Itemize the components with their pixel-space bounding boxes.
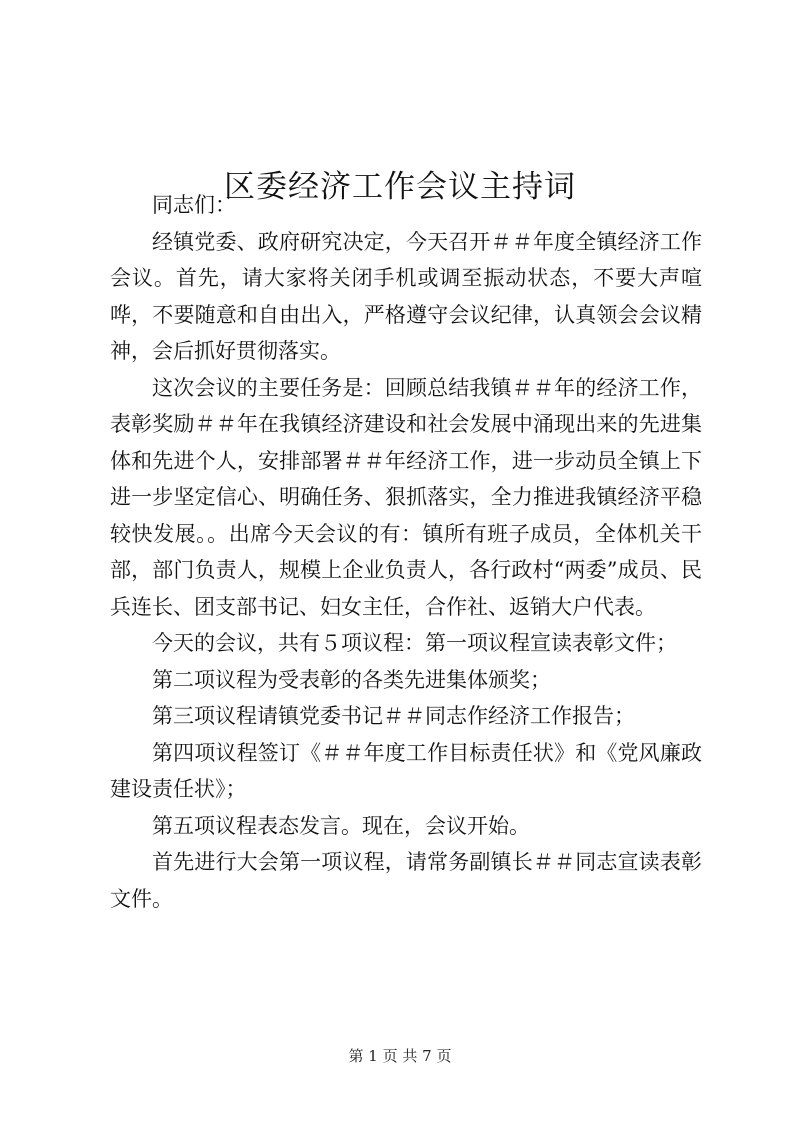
paragraph-salutation: 同志们： <box>152 193 236 217</box>
page-number-footer: 第 1 页 共 7 页 <box>348 1047 452 1065</box>
paragraph-agenda-1: 今天的会议，共有５项议程：第一项议程宣读表彰文件； <box>152 631 677 655</box>
paragraph-agenda-5: 第五项议程表态发言。现在，会议开始。 <box>152 813 530 838</box>
paragraph-opening: 经镇党委、政府研究决定，今天召开＃＃年度全镇经济工作会议。首先，请大家将关闭手机或调至振动状态，不要大声喧哗，不要随意和自由出入，严格遵守会议纪律，认真领会会议精神，会后抓好贯彻落实。 <box>110 229 702 363</box>
paragraph-agenda-2: 第二项议程为受表彰的各类先进集体颁奖； <box>152 667 551 692</box>
paragraph-main-task: 这次会议的主要任务是：回顾总结我镇＃＃年的经济工作，表彰奖励＃＃年在我镇经济建设和社会发展中涌现出来的先进集体和先进个人，安排部署＃＃年经济工作，进一步动员全镇上下进一步坚定信心、明确任务、狠抓落实，全力推进我镇经济平稳较快发展。。出席今天会议的有：镇所有班子成员，全体机关干部，部门负责人，规模上企业负责人，各行政村“两委”成员、民兵连长、团支部书记、妇女主任，合作社、返销大户代表。 <box>110 375 702 619</box>
paragraph-first-item: 首先进行大会第一项议程，请常务副镇长＃＃同志宣读表彰文件。 <box>110 850 702 911</box>
document-title: 区委经济工作会议主持词 <box>224 168 576 205</box>
paragraph-agenda-3: 第三项议程请镇党委书记＃＃同志作经济工作报告； <box>152 704 635 728</box>
paragraph-agenda-4: 第四项议程签订《＃＃年度工作目标责任状》和《党风廉政建设责任状》； <box>110 740 702 801</box>
document-body <box>110 187 702 917</box>
